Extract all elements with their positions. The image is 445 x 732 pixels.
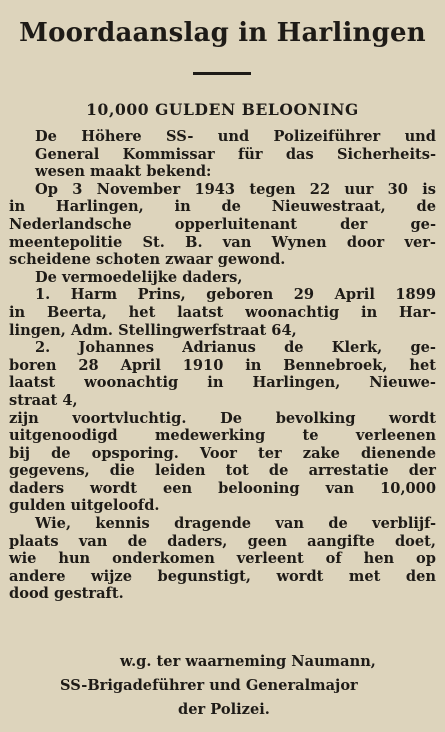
article-line: gulden uitgeloofd. — [9, 497, 160, 515]
article-line: lingen, Adm. Stellingwerfstraat 64, — [9, 321, 297, 339]
article-line: General Kommissar für das Sicherheits- — [35, 145, 436, 163]
reward-heading: 10,000 GULDEN BELOONING — [86, 100, 359, 119]
article-line: meentepolitie St. B. van Wynen door ver- — [9, 233, 436, 251]
article-line: dood gestraft. — [9, 585, 124, 603]
article-line: straat 4, — [9, 391, 78, 409]
article-line: wie hun onderkomen verleent of hen op — [9, 550, 436, 568]
article-line: boren 28 April 1910 in Bennebroek, het — [9, 356, 436, 374]
article-line: 2. Johannes Adrianus de Klerk, ge- — [35, 339, 436, 357]
article-line: bij de opsporing. Voor ter zake dienende — [9, 444, 436, 462]
article-body — [0, 128, 445, 603]
article-line: 1. Harm Prins, geboren 29 April 1899 — [35, 286, 436, 304]
article-line: uitgenoodigd medewerking te verleenen — [9, 427, 436, 445]
article-line: in Harlingen, in de Nieuwestraat, de — [9, 198, 436, 216]
signature-line-2: SS-Brigadeführer und Generalmajor — [60, 677, 358, 694]
article-line: zijn voortvluchtig. De bevolking wordt — [9, 409, 436, 427]
signature-line-3: der Polizei. — [178, 701, 270, 718]
article-line: daders wordt een belooning van 10,000 — [9, 479, 436, 497]
article-title: Moordaanslag in Harlingen — [19, 18, 426, 48]
article-line: scheidene schoten zwaar gewond. — [9, 251, 286, 269]
article-line: laatst woonachtig in Harlingen, Nieuwe- — [9, 374, 436, 392]
article-line: wesen maakt bekend: — [35, 163, 212, 181]
article-line: Wie, kennis dragende van de verblijf- — [35, 515, 436, 533]
article-line: andere wijze begunstigt, wordt met den — [9, 567, 436, 585]
article-line: De vermoedelijke daders, — [35, 268, 243, 286]
title-divider — [193, 72, 251, 75]
article-line: De Höhere SS- und Polizeiführer und — [35, 128, 436, 145]
signature-block — [0, 650, 445, 722]
article-line: Nederlandsche opperluitenant der ge- — [9, 215, 436, 233]
article-line: in Beerta, het laatst woonachtig in Har- — [9, 303, 436, 321]
article-line: gegevens, die leiden tot de arrestatie der — [9, 462, 436, 480]
signature-line-1: w.g. ter waarneming Naumann, — [120, 653, 376, 670]
article-line: plaats van de daders, geen aangifte doet, — [9, 532, 436, 550]
article-line: Op 3 November 1943 tegen 22 uur 30 is — [35, 180, 436, 198]
